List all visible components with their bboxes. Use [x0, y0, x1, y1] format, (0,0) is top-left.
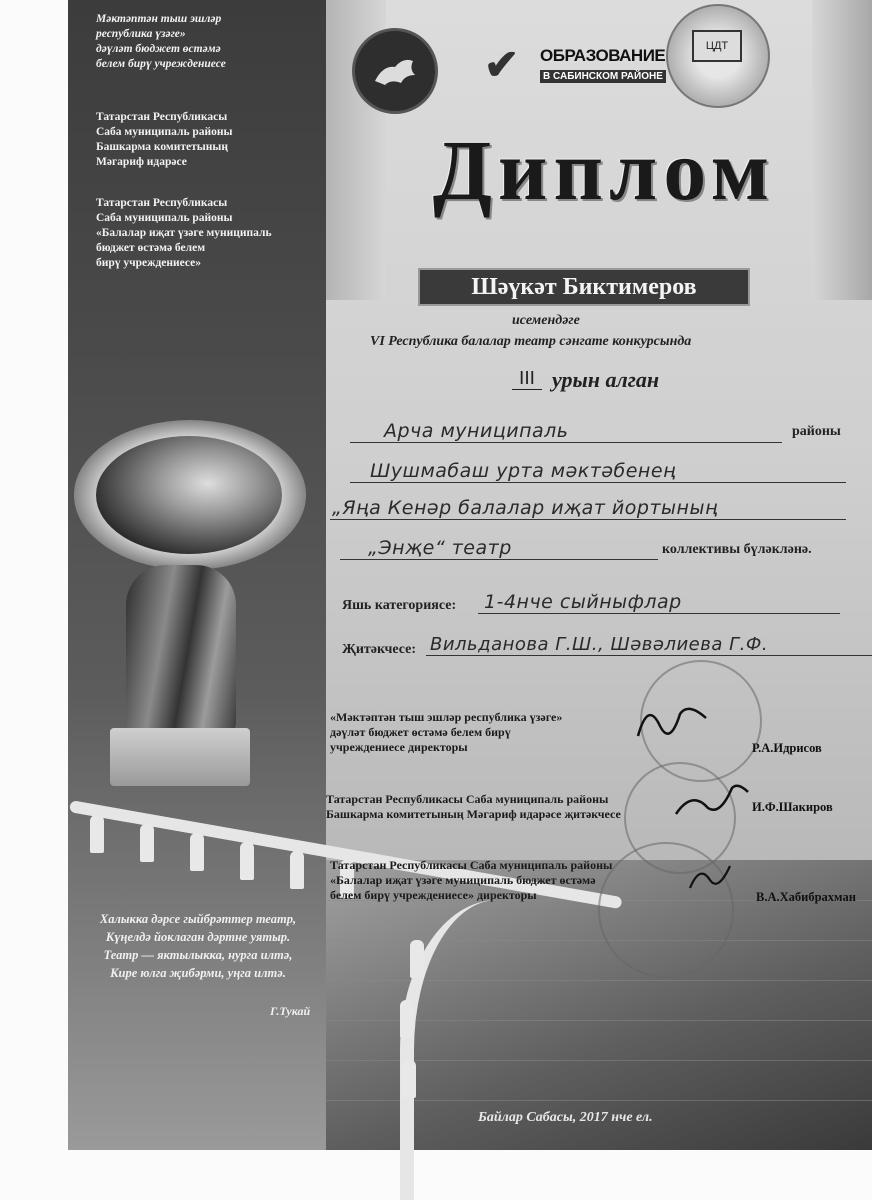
- baluster: [190, 833, 204, 871]
- baluster: [410, 940, 424, 978]
- baluster: [140, 824, 154, 862]
- nomination-text: исемендәге: [512, 313, 580, 328]
- leader-label: Җитәкчесе:: [342, 642, 417, 657]
- signatory-3-name: В.А.Хабибрахман: [756, 890, 856, 904]
- leader-field: Вильданова Г.Ш., Шәвәлиева Г.Ф.: [426, 634, 872, 656]
- snow-leopard-icon: [369, 45, 421, 97]
- education-check-icon: ✔: [484, 43, 520, 89]
- baluster: [400, 1000, 414, 1038]
- studio-field: „Яңа Кенәр балалар иҗат йортының: [330, 497, 846, 520]
- issuer-education-dept: Татарстан Республикасы Саба муниципаль районы Башкарма комитетының Мәгариф идарәсе: [96, 111, 233, 168]
- diploma-title: Диплом: [432, 122, 776, 218]
- signature-2: [672, 780, 752, 820]
- signature-1: [632, 696, 712, 746]
- baluster: [240, 842, 254, 880]
- issuer-republic-center: Мәктәптән тыш эшләр республика үзәге» дәүләт бюджет өстәмә белем бирү учреждениесе: [96, 13, 226, 70]
- competition-text: VI Республика балалар театр сәнгате конкурсында: [370, 334, 692, 349]
- signatory-1-name: Р.А.Идрисов: [752, 741, 822, 755]
- signatory-3-title: Татарстан Республикасы Саба муниципаль районы «Балалар иҗат үзәге муниципаль бюджет өстәмә белем бирү учреждениесе» директоры: [330, 858, 613, 902]
- signatory-2-title: Татарстан Республикасы Саба муниципаль районы Башкарма комитетының Мәгариф идарәсе җитәкчесе: [326, 792, 621, 821]
- statuette-pedestal: [110, 728, 250, 786]
- baluster: [90, 815, 104, 853]
- place-label: урын алган: [552, 367, 660, 392]
- baluster: [290, 851, 304, 889]
- age-category-field: 1-4нче сыйныфлар: [478, 591, 840, 614]
- award-statuette: [126, 565, 236, 735]
- education-logo-subtitle: В САБИНСКОМ РАЙОНЕ: [540, 70, 666, 83]
- poem-author: Г.Тукай: [270, 1004, 311, 1018]
- balustrade-rail-lower: [400, 900, 594, 1200]
- issuer-children-creativity-center: Татарстан Республикасы Саба муниципаль районы «Балалар иҗат үзәге муниципаль бюджет өстәмә белем бирү учреждениесе»: [96, 197, 272, 269]
- theatre-field: „Энҗе“ театр: [340, 537, 658, 560]
- baluster: [402, 1060, 416, 1098]
- district-field: Арча муниципаль: [350, 420, 782, 443]
- education-logo-title: ОБРАЗОВАНИЕ: [540, 46, 666, 65]
- award-name-banner: Шәүкәт Биктимеров: [418, 268, 750, 306]
- age-category-label: Яшь категориясе:: [342, 598, 457, 613]
- signatory-2-name: И.Ф.Шакиров: [752, 800, 833, 814]
- collective-suffix: коллективы бүләкләнә.: [662, 542, 812, 557]
- place-number: III: [512, 368, 542, 390]
- poem-quote: Халыкка дәрсе гыйбрәттер театр, Күңелдә йоклаган дәртне уятыр. Театр — яктылыкка, нурга илтә, Кире юлга җибәрми, уңга илтә.: [99, 912, 297, 980]
- theatre-center-logo-text: ЦДТ: [692, 30, 742, 62]
- signatory-1-title: «Мәктәптән тыш эшләр республика үзәге» дәүләт бюджет өстәмә белем бирү учреждениесе директоры: [330, 710, 563, 754]
- place-and-date: Байлар Сабасы, 2017 нче ел.: [478, 1110, 653, 1125]
- district-suffix: районы: [792, 424, 841, 439]
- tatarstan-emblem-logo: [352, 28, 438, 114]
- school-field: Шушмабаш урта мәктәбенең: [350, 460, 846, 483]
- signature-3: [686, 858, 736, 898]
- portrait-photo: [96, 436, 282, 554]
